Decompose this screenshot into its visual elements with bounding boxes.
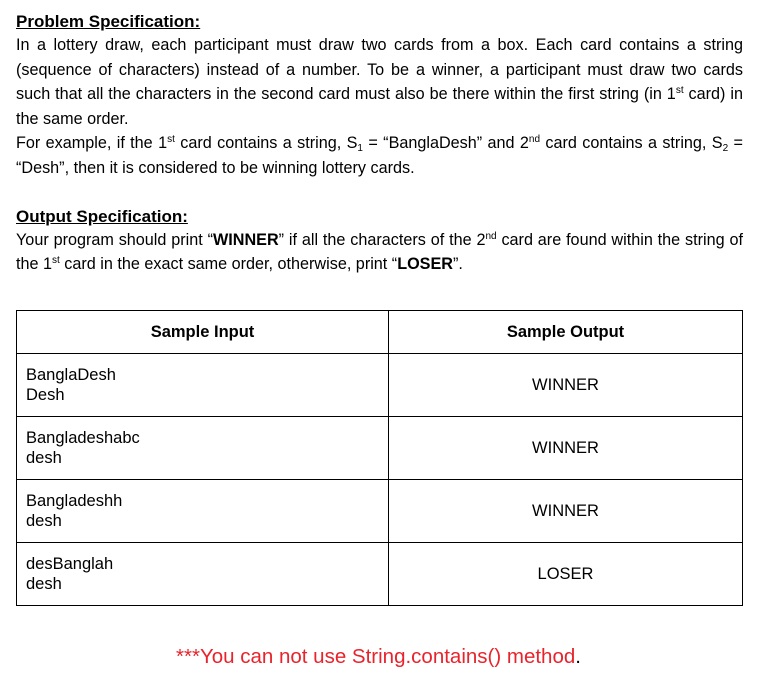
input-line: desh [26, 449, 62, 467]
restriction-text: ***You can not use String.contains() method [176, 645, 576, 668]
superscript: st [675, 85, 684, 97]
loser-keyword: LOSER [397, 255, 453, 274]
superscript: nd [528, 134, 541, 146]
problem-text: In a lottery draw, each participant must draw two cards from a box. Each card contains a string (sequence of characters) instead of a number. To be a winner, a participant must draw two cards such that all the characters in the second card must also be there within the first string (in [16, 36, 743, 104]
input-line: Bangladeshabc [26, 429, 140, 447]
output-text: ”. [452, 255, 463, 274]
table-row [17, 543, 743, 606]
sample-input-cell [17, 354, 389, 417]
problem-description [16, 33, 743, 131]
table-row [17, 417, 743, 480]
winner-keyword: WINNER [213, 230, 279, 249]
input-line: desh [26, 575, 62, 593]
output-heading: Output Specification: [16, 206, 188, 226]
table-row [17, 354, 743, 417]
output-text: ” if all the characters of the 2 [278, 230, 486, 249]
problem-text-end: card) in the same order. [16, 85, 743, 128]
input-line: BanglaDesh [26, 366, 116, 384]
sample-input-header: Sample Input [17, 311, 389, 354]
input-line: desh [26, 512, 62, 530]
output-text: Your program should print “ [16, 230, 214, 249]
superscript: st [52, 255, 60, 267]
example-text: For example, if the 1 [16, 134, 168, 153]
input-line: desBanglah [26, 555, 114, 573]
subscript: 1 [357, 143, 363, 155]
example-text: = “BanglaDesh” and 2 [362, 134, 529, 153]
example-text: card contains a string, S [540, 134, 723, 153]
problem-example [16, 131, 743, 180]
superscript: st [167, 134, 175, 146]
sample-input-cell [17, 417, 389, 480]
table-row [17, 480, 743, 543]
sample-input-cell [17, 480, 389, 543]
document [16, 10, 743, 277]
sample-output-cell: WINNER [389, 354, 743, 417]
output-description [16, 228, 743, 277]
restriction-period: . [575, 645, 581, 668]
sample-input-cell [17, 543, 389, 606]
sample-output-header: Sample Output [389, 311, 743, 354]
output-text: card are found within the string of the 1 [16, 230, 743, 274]
output-text: card in the exact same order, otherwise, print “ [59, 255, 398, 274]
restriction-note [0, 645, 757, 669]
input-line: Bangladeshh [26, 492, 123, 510]
example-text: card contains a string, S [174, 134, 358, 153]
problem-heading: Problem Specification: [16, 12, 201, 31]
table-header-row [17, 311, 743, 354]
sample-table [16, 310, 743, 606]
example-text: = “Desh”, then it is considered to be winning lottery cards. [16, 134, 743, 177]
superscript: nd [485, 230, 497, 242]
subscript: 2 [722, 143, 729, 155]
input-line: Desh [26, 386, 65, 404]
sample-output-cell: LOSER [389, 543, 743, 606]
sample-output-cell: WINNER [389, 480, 743, 543]
problem-num: 1 [666, 85, 676, 104]
sample-output-cell: WINNER [389, 417, 743, 480]
